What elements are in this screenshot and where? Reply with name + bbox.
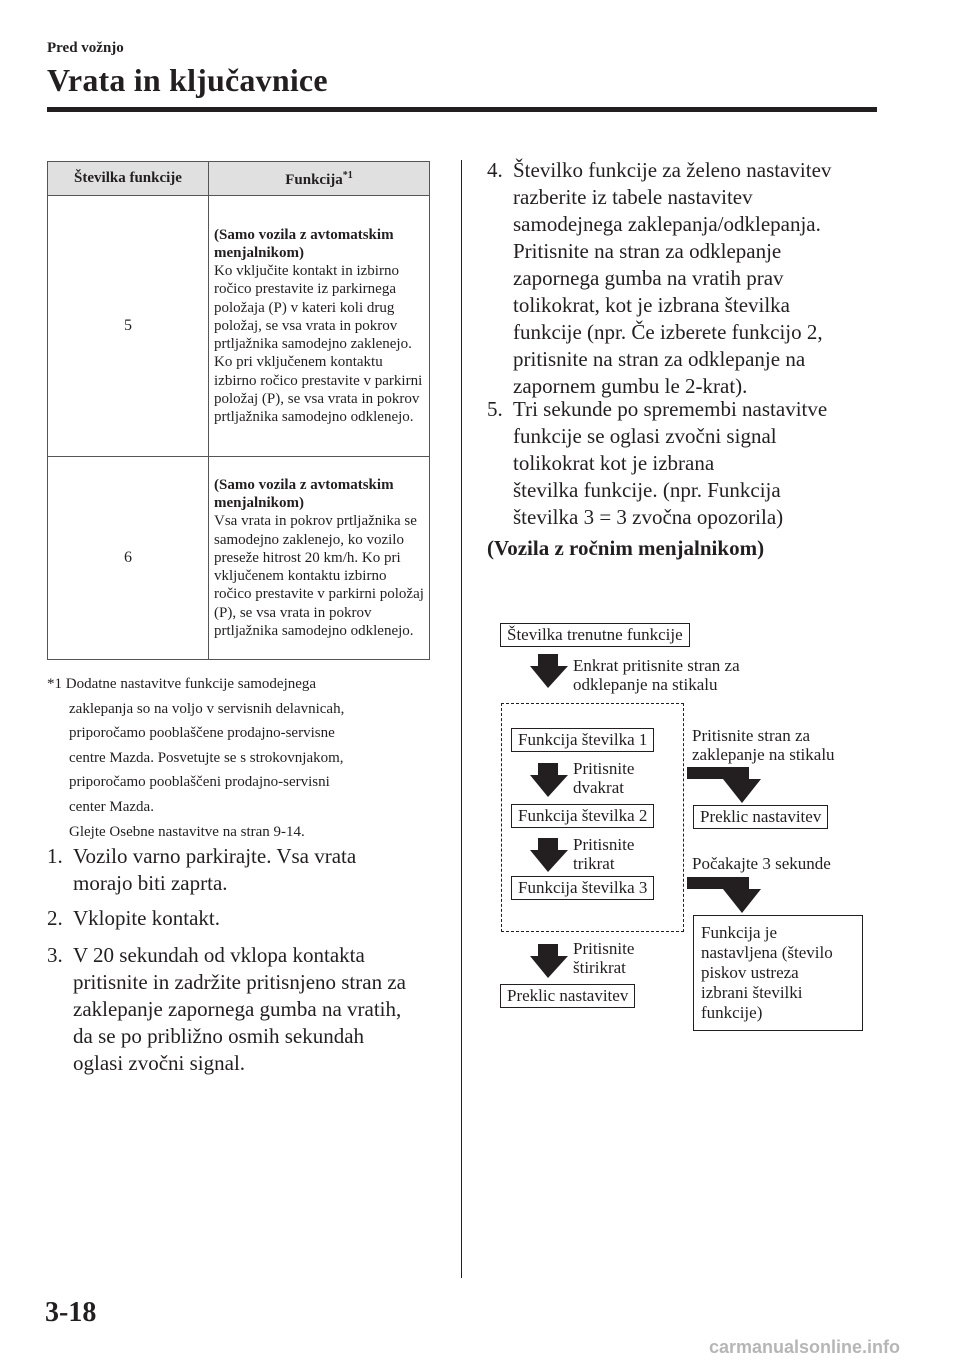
function-number: 5	[48, 196, 209, 457]
press-once-label: Enkrat pritisnite stran za odklepanje na stikalu	[573, 656, 740, 694]
cancel-left-box: Preklic nastavitev	[500, 984, 635, 1008]
arrow-down-icon	[530, 838, 568, 872]
function-2-box: Funkcija številka 2	[511, 804, 654, 828]
function-description	[209, 196, 430, 457]
step-3: 3. V 20 sekundah od vklopa kontakta pritisnite in zadržite pritisnjeno stran za zaklepanje zapornega gumba na vratih, da se po približno osmih sekundah oglasi zvočni signal.	[47, 943, 406, 1075]
function-1-box: Funkcija številka 1	[511, 728, 654, 752]
table-row	[48, 457, 430, 660]
table-header-number: Številka funkcije	[48, 162, 209, 196]
step-4: 4. Številko funkcije za želeno nastavitev razberite iz tabele nastavitev samodejnega zaklepanja/odklepanja. Pritisnite na stran za odklepanje zapornega gumba na vratih prav tolikokrat, kot je izbrana številka funkcije (npr. Če izberete funkcijo 2, pritisnite na stran za odklepanje na zapornem gumbu le 2-krat).	[487, 158, 832, 398]
page-number: 3-18	[45, 1297, 97, 1328]
watermark: carmanualsonline.info	[709, 1337, 901, 1357]
arrow-right-down-icon	[687, 767, 767, 803]
step-2: 2. Vklopite kontakt.	[47, 906, 220, 930]
table-row	[48, 196, 430, 457]
subheading: (Vozila z ročnim menjalnikom)	[487, 536, 765, 560]
press-thrice-label: Pritisnite trikrat	[573, 835, 635, 873]
column-divider	[461, 160, 462, 1278]
step-1: 1. Vozilo varno parkirajte. Vsa vrata morajo biti zaprta.	[47, 844, 357, 895]
section-label: Pred vožnjo	[47, 40, 124, 56]
function-text: Vsa vrata in pokrov prtljažnika se samodejno zaklenejo, ko vozilo preseže hitrost 20 km/h. Ko pri vključenem kontaktu izbirno ročico prestavite v parkirni položaj (P), se vsa vrata in pokrov prtljažnika samodejno odklenejo.	[214, 513, 424, 639]
arrow-down-icon	[530, 763, 568, 797]
function-table	[47, 161, 430, 660]
function-condition: (Samo vozila z avtomatskim menjalnikom)	[214, 226, 394, 262]
press-twice-label: Pritisnite dvakrat	[573, 759, 635, 797]
press-four-label: Pritisnite štirikrat	[573, 939, 635, 977]
table-header-function: Funkcija$^{*1}$	[209, 162, 430, 196]
function-3-box: Funkcija številka 3	[511, 876, 654, 900]
result-box: Funkcija je nastavljena (število piskov ustreza izbrani številki funkcije)	[693, 915, 863, 1031]
arrow-down-icon	[530, 944, 568, 978]
arrow-right-down-icon	[687, 877, 767, 913]
function-condition: (Samo vozila z avtomatskim menjalnikom)	[214, 477, 394, 512]
footnote-ref: *1	[342, 170, 353, 182]
page-title: Vrata in ključavnice	[47, 62, 328, 98]
title-rule	[47, 107, 877, 112]
function-text: Ko vključite kontakt in izbirno ročico prestavite iz parkirnega položaja (P) v kateri koli drug položaj, se vsa vrata in pokrov prtljažnika samodejno zaklenejo.	[214, 263, 412, 353]
function-description	[209, 457, 430, 660]
footnote: *1 Dodatne nastavitve funkcije samodejnega zaklepanja so na voljo v servisnih delavnicah, priporočamo pooblaščene prodajno-servisne centre Mazda. Posvetujte se s strokovnjakom, priporočamo pooblaščeni prodajno-servisni center Mazda. Glejte Osebne nastavitve na stran 9-14.	[47, 676, 345, 840]
function-number: 6	[48, 457, 209, 660]
current-function-box: Številka trenutne funkcije	[500, 623, 690, 647]
press-lock-label: Pritisnite stran za zaklepanje na stikalu	[692, 726, 835, 764]
wait-label: Počakajte 3 sekunde	[692, 854, 831, 873]
arrow-down-icon	[530, 654, 568, 688]
step-5: 5. Tri sekunde po spremembi nastavitve funkcije se oglasi zvočni signal tolikokrat kot je izbrana številka funkcije. (npr. Funkcija številka 3 = 3 zvočna opozorila)	[487, 397, 828, 529]
cancel-right-box: Preklic nastavitev	[693, 805, 828, 829]
function-text-2: Ko pri vključenem kontaktu izbirno ročico prestavite v parkirni položaj (P), se vsa vrata in pokrov prtljažnika samodejno odklenejo.	[214, 354, 423, 425]
